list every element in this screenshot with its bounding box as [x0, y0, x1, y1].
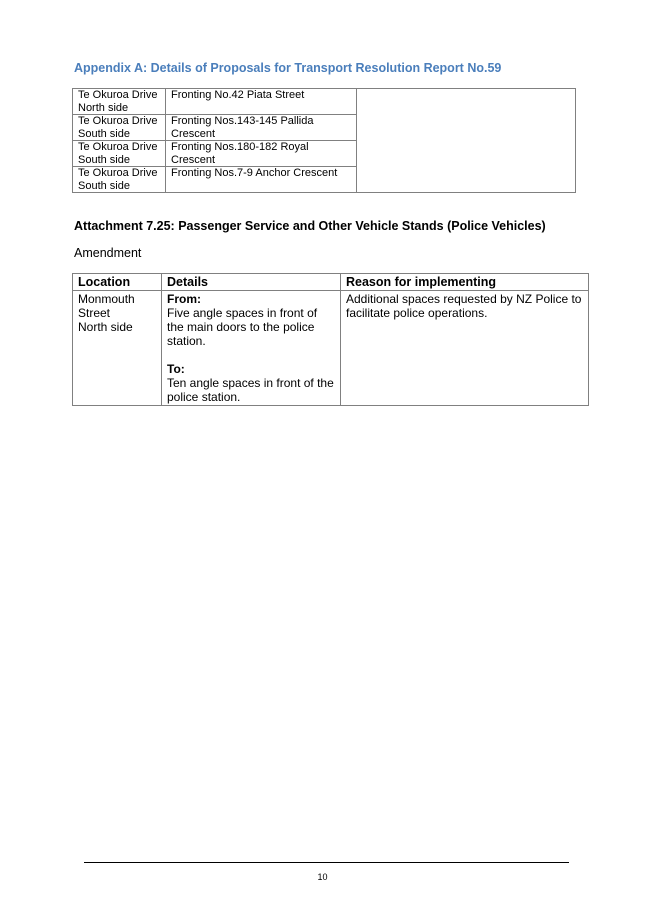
- location-cell: [73, 141, 166, 167]
- attachment-title: Attachment 7.25: Passenger Service and Other Vehicle Stands (Police Vehicles): [74, 219, 546, 233]
- header-details: Details: [162, 274, 341, 291]
- reason-cell: Additional spaces requested by NZ Police to facilitate police operations.: [341, 291, 589, 406]
- table-row: [73, 89, 576, 115]
- location-line: Te Okuroa Drive: [78, 167, 158, 179]
- amendment-label: Amendment: [74, 246, 142, 260]
- location-side: South side: [78, 179, 130, 192]
- location-line: Te Okuroa Drive: [78, 115, 158, 127]
- details-cell: Fronting Nos.180-182 Royal Crescent: [166, 141, 357, 167]
- page-number: 10: [317, 872, 328, 882]
- table-header-row: [73, 274, 589, 291]
- appendix-title: Appendix A: Details of Proposals for Transport Resolution Report No.59: [74, 61, 502, 75]
- spacer: [167, 348, 335, 362]
- location-line: Te Okuroa Drive: [78, 141, 158, 153]
- location-cell: [73, 115, 166, 141]
- vehicle-stands-table: [72, 273, 589, 406]
- location-line: Te Okuroa Drive: [78, 89, 158, 101]
- from-label: From:: [167, 292, 201, 306]
- top-proposals-table: [72, 88, 576, 193]
- location-cell: [73, 167, 166, 193]
- location-side: North side: [78, 101, 129, 114]
- location-cell: [73, 89, 166, 115]
- footer-divider: [84, 862, 569, 863]
- to-text: Ten angle spaces in front of the police station.: [167, 376, 334, 404]
- details-cell: Fronting Nos.7-9 Anchor Crescent: [166, 167, 357, 193]
- details-cell: Fronting Nos.143-145 Pallida Crescent: [166, 115, 357, 141]
- location-cell: [73, 291, 162, 406]
- from-text: Five angle spaces in front of the main doors to the police station.: [167, 306, 318, 348]
- details-cell: Fronting No.42 Piata Street: [166, 89, 357, 115]
- header-location: Location: [73, 274, 162, 291]
- to-label: To:: [167, 362, 185, 376]
- location-side: North side: [78, 320, 133, 334]
- location-line: Street: [78, 306, 111, 320]
- details-cell: [162, 291, 341, 406]
- empty-reason-cell: [357, 89, 576, 193]
- table-row: [73, 291, 589, 406]
- location-side: South side: [78, 127, 130, 140]
- header-reason: Reason for implementing: [341, 274, 589, 291]
- location-line: Monmouth: [78, 292, 135, 306]
- location-side: South side: [78, 153, 130, 166]
